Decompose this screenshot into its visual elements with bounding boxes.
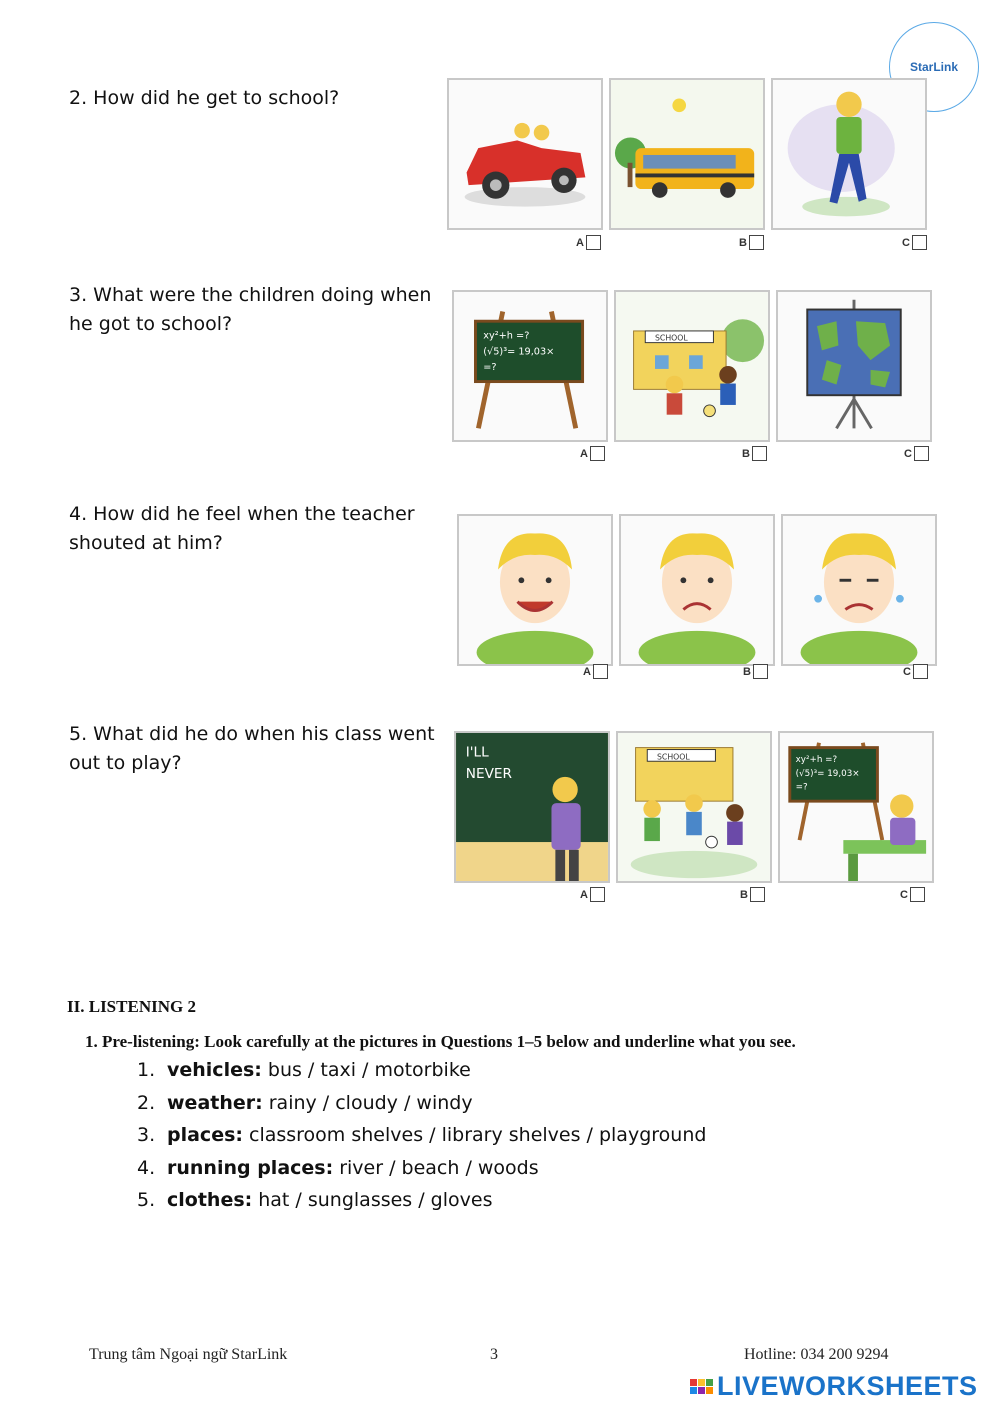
question-5-checkbox-b[interactable] — [750, 887, 765, 902]
question-5-option-c: C — [900, 887, 925, 902]
question-4-checkbox-b[interactable] — [753, 664, 768, 679]
pre-listening-list — [137, 1059, 706, 1222]
question-2-checkbox-a[interactable] — [586, 235, 601, 250]
brand-block — [690, 1387, 697, 1394]
list-item: 1. vehicles: bus / taxi / motorbike — [137, 1059, 471, 1081]
svg-text:SCHOOL: SCHOOL — [657, 752, 690, 762]
svg-text:I'LL: I'LL — [465, 744, 489, 761]
studying-at-desk-picture — [778, 731, 934, 883]
question-5-text: 5. What did he do when his class went out to play? — [69, 723, 435, 774]
footer-hotline: Hotline: 034 200 9294 — [744, 1346, 889, 1363]
children-playing-at-school-picture — [614, 290, 770, 442]
logo-text: StarLink — [909, 60, 958, 74]
svg-text:=?: =? — [483, 361, 497, 373]
question-4-checkbox-c[interactable] — [913, 664, 928, 679]
question-2-pictures — [447, 78, 927, 230]
svg-text:=?: =? — [795, 782, 808, 793]
brand-block — [706, 1379, 713, 1386]
question-4-option-c: C — [903, 664, 928, 679]
svg-text:xy²+h =?: xy²+h =? — [483, 330, 530, 342]
question-5-checkbox-a[interactable] — [590, 887, 605, 902]
section-instruction: 1. Pre-listening: Look carefully at the pictures in Questions 1–5 below and underline what you see. — [85, 1032, 796, 1051]
list-item: 2. weather: rainy / cloudy / windy — [137, 1091, 473, 1114]
boy-walking-picture — [771, 78, 927, 230]
car-picture — [447, 78, 603, 230]
liveworksheets-brand — [690, 1371, 978, 1402]
question-4-option-b: B — [743, 664, 768, 679]
list-item: 3. places: classroom shelves / library shelves / playground — [137, 1124, 707, 1146]
liveworksheets-text: LIVEWORKSHEETS — [717, 1371, 978, 1401]
question-2-option-a: A — [576, 235, 601, 250]
playing-football-picture — [616, 731, 772, 883]
question-4-option-a: A — [583, 664, 608, 679]
footer-center-name: Trung tâm Ngoại ngữ StarLink — [89, 1346, 288, 1363]
question-3-checkbox-a[interactable] — [590, 446, 605, 461]
question-4-checkbox-a[interactable] — [593, 664, 608, 679]
question-3-text: 3. What were the children doing when he got to school? — [69, 284, 432, 335]
question-2-option-c: C — [902, 235, 927, 250]
svg-text:SCHOOL: SCHOOL — [655, 333, 688, 343]
svg-text:xy²+h =?: xy²+h =? — [795, 755, 838, 766]
question-2-text: 2. How did he get to school? — [69, 87, 340, 109]
question-2-option-b: B — [739, 235, 764, 250]
list-item: 4. running places: river / beach / woods — [137, 1156, 539, 1179]
question-3-checkbox-b[interactable] — [752, 446, 767, 461]
liveworksheets-logo-icon — [690, 1379, 713, 1394]
blackboard-picture — [452, 290, 608, 442]
question-3-option-a: A — [580, 446, 605, 461]
brand-block — [698, 1387, 705, 1394]
list-item: 5. clothes: hat / sunglasses / gloves — [137, 1189, 493, 1211]
brand-block — [706, 1387, 713, 1394]
happy-face-picture — [457, 514, 613, 666]
writing-on-board-picture — [454, 731, 610, 883]
question-5-checkbox-c[interactable] — [910, 887, 925, 902]
brand-block — [690, 1379, 697, 1386]
school-bus-picture — [609, 78, 765, 230]
question-2-checkbox-c[interactable] — [912, 235, 927, 250]
sad-face-picture — [619, 514, 775, 666]
svg-text:(√5)³= 19,03×: (√5)³= 19,03× — [795, 768, 860, 779]
question-5-pictures — [454, 731, 934, 883]
svg-text:(√5)³= 19,03×: (√5)³= 19,03× — [483, 346, 555, 358]
brand-block — [698, 1379, 705, 1386]
question-4-pictures — [457, 514, 937, 666]
map-picture — [776, 290, 932, 442]
question-5-option-a: A — [580, 887, 605, 902]
question-5-option-b: B — [740, 887, 765, 902]
footer-page-number: 3 — [490, 1346, 498, 1363]
section-title: II. LISTENING 2 — [67, 997, 196, 1016]
question-3-option-b: B — [742, 446, 767, 461]
question-4-text: 4. How did he feel when the teacher shouted at him? — [69, 503, 415, 554]
question-3-checkbox-c[interactable] — [914, 446, 929, 461]
question-3-pictures — [452, 290, 932, 442]
svg-text:NEVER: NEVER — [465, 765, 512, 782]
crying-face-picture — [781, 514, 937, 666]
question-2-checkbox-b[interactable] — [749, 235, 764, 250]
question-3-option-c: C — [904, 446, 929, 461]
